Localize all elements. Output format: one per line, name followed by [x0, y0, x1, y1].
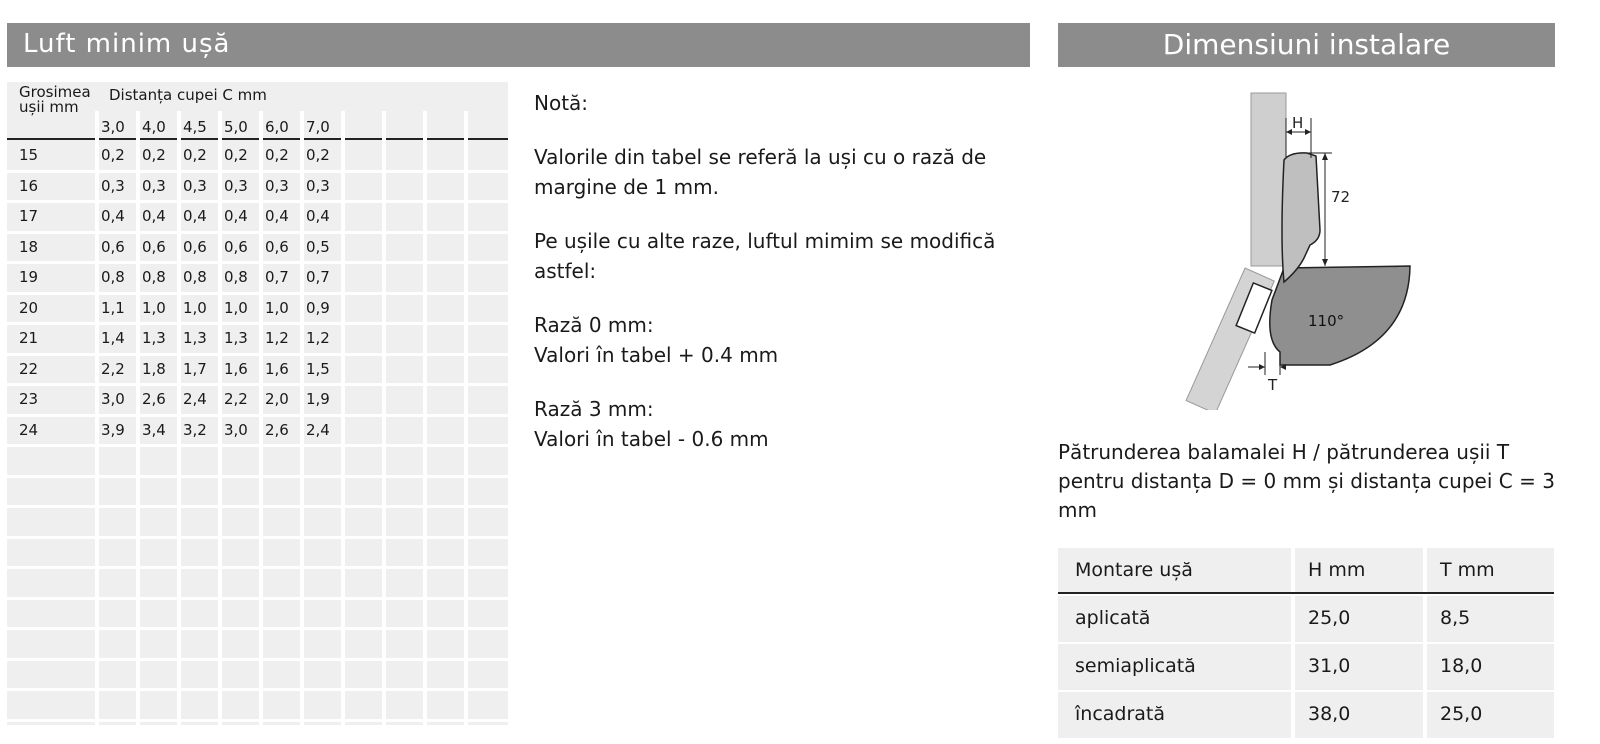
row-thickness: 21: [19, 329, 39, 347]
grid-column-divider: [464, 111, 468, 725]
install-table-header-row: [1058, 548, 1554, 594]
gap-value-cell: 1,4: [101, 329, 125, 347]
install-column-divider: [1291, 692, 1295, 738]
gap-value-cell: 3,0: [224, 420, 248, 439]
gap-value-cell: 3,4: [142, 420, 166, 439]
grid-column-divider: [177, 111, 181, 725]
gap-value-cell: 0,3: [101, 176, 125, 195]
grid-row-divider: [7, 597, 508, 600]
notes-radius-3: [534, 394, 1034, 454]
gap-value-cell: 1,0: [224, 298, 248, 317]
grid-row-divider: [7, 170, 508, 173]
install-column-divider: [1423, 692, 1427, 738]
gap-value-cell: 1,0: [265, 298, 289, 317]
gap-value-cell: 0,8: [183, 268, 207, 286]
row-thickness: 17: [19, 207, 39, 225]
grid-row-divider: [7, 414, 508, 417]
install-column-header: H mm: [1308, 559, 1366, 581]
gap-value-cell: 0,3: [265, 176, 289, 195]
grid-row-divider: [7, 475, 508, 478]
dimension-cell: 31,0: [1308, 655, 1351, 677]
gap-value-cell: 0,4: [142, 207, 166, 225]
column-header: 6,0: [265, 118, 289, 136]
gap-section-title: Luft minim ușă: [23, 29, 231, 59]
radius-0-value: Valori în tabel + 0.4 mm: [534, 343, 779, 367]
gap-value-cell: 0,6: [224, 237, 248, 256]
notes-block: [534, 88, 1034, 478]
grid-row-divider: [7, 536, 508, 539]
column-header: 5,0: [224, 118, 248, 136]
notes-paragraph-2: Pe ușile cu alte raze, luftul mimim se modifică astfel:: [534, 229, 996, 283]
diagram-caption: Pătrunderea balamalei H / pătrunderea ușii T pentru distanța D = 0 mm și distanța cupei C = 3 mm: [1058, 440, 1555, 522]
dimension-cell: 18,0: [1440, 655, 1483, 677]
gap-value-cell: 0,4: [224, 207, 248, 225]
gap-value-cell: 0,4: [306, 207, 330, 225]
grid-column-divider: [423, 111, 427, 725]
dimension-cell: 38,0: [1308, 703, 1351, 725]
install-table-row: [1058, 644, 1554, 690]
gap-value-cell: 2,2: [101, 359, 125, 378]
gap-value-cell: 1,3: [142, 329, 166, 347]
gap-value-cell: 3,0: [101, 390, 125, 408]
gap-value-cell: 1,0: [183, 298, 207, 317]
gap-value-cell: 2,0: [265, 390, 289, 408]
label-h: H: [1292, 114, 1304, 132]
install-table-row: [1058, 692, 1554, 738]
gap-value-cell: 0,7: [306, 268, 330, 286]
install-section-title: Dimensiuni instalare: [1162, 28, 1451, 61]
gap-value-cell: 0,8: [224, 268, 248, 286]
cabinet-side-panel: [1251, 93, 1286, 266]
notes-radius-0: [534, 310, 1034, 370]
gap-value-cell: 0,3: [142, 176, 166, 195]
gap-value-cell: 0,4: [265, 207, 289, 225]
radius-3-value: Valori în tabel - 0.6 mm: [534, 427, 769, 451]
row-thickness: 24: [19, 420, 39, 439]
install-table-row: [1058, 596, 1554, 642]
install-column-divider: [1291, 644, 1295, 690]
label-angle: 110°: [1308, 312, 1345, 330]
grid-column-divider: [341, 111, 345, 725]
grid-row-divider: [7, 292, 508, 295]
gap-value-cell: 0,7: [265, 268, 289, 286]
gap-value-cell: 2,2: [224, 390, 248, 408]
column-header: 3,0: [101, 118, 125, 136]
grid-row-divider: [7, 658, 508, 661]
grid-row-divider: [7, 322, 508, 325]
grid-row-divider: [7, 261, 508, 264]
grid-column-divider: [259, 111, 263, 725]
row-thickness: 19: [19, 268, 39, 286]
gap-value-cell: 2,4: [306, 420, 330, 439]
grid-row-divider: [7, 231, 508, 234]
gap-value-cell: 0,2: [183, 146, 207, 164]
gap-value-cell: 2,6: [142, 390, 166, 408]
gap-value-cell: 1,6: [224, 359, 248, 378]
row-thickness: 16: [19, 176, 39, 195]
grid-row-divider: [7, 444, 508, 447]
gap-value-cell: 0,6: [101, 237, 125, 256]
gap-value-cell: 0,2: [265, 146, 289, 164]
gap-value-cell: 1,6: [265, 359, 289, 378]
gap-value-cell: 0,8: [142, 268, 166, 286]
gap-value-cell: 0,2: [224, 146, 248, 164]
column-header: 7,0: [306, 118, 330, 136]
grid-row-divider: [7, 627, 508, 630]
row-thickness: 22: [19, 359, 39, 378]
gap-value-cell: 1,7: [183, 359, 207, 378]
gap-value-cell: 0,3: [306, 176, 330, 195]
gap-value-cell: 1,2: [306, 329, 330, 347]
column-header: 4,0: [142, 118, 166, 136]
gap-value-cell: 0,8: [101, 268, 125, 286]
gap-value-cell: 2,4: [183, 390, 207, 408]
install-section-header: [1058, 23, 1555, 67]
gap-value-cell: 0,4: [101, 207, 125, 225]
row-thickness: 18: [19, 237, 39, 256]
row-thickness: 23: [19, 390, 39, 408]
distance-header: Distanța cupei C mm: [109, 86, 267, 104]
grid-column-divider: [382, 111, 386, 725]
grid-row-divider: [7, 688, 508, 691]
hinge-arm: [1282, 153, 1320, 282]
grid-column-divider: [95, 111, 99, 725]
notes-paragraph-1: Valorile din tabel se referă la uși cu o rază de margine de 1 mm.: [534, 145, 987, 199]
gap-value-cell: 0,3: [183, 176, 207, 195]
grid-column-divider: [218, 111, 222, 725]
grid-row-divider: [7, 719, 508, 722]
notes-title: Notă:: [534, 91, 589, 115]
install-column-divider: [1423, 596, 1427, 642]
gap-value-cell: 1,0: [142, 298, 166, 317]
mounting-type-cell: încadrată: [1075, 703, 1166, 725]
radius-3-label: Rază 3 mm:: [534, 397, 654, 421]
install-column-divider: [1291, 596, 1295, 642]
dimension-cell: 25,0: [1308, 607, 1351, 629]
gap-value-cell: 1,3: [224, 329, 248, 347]
gap-table: [7, 82, 508, 725]
grid-row-divider: [7, 566, 508, 569]
gap-value-cell: 1,5: [306, 359, 330, 378]
gap-value-cell: 0,2: [142, 146, 166, 164]
grid-column-divider: [136, 111, 140, 725]
install-column-header: Montare ușă: [1075, 559, 1193, 581]
grid-row-divider: [7, 383, 508, 386]
gap-value-cell: 0,5: [306, 237, 330, 256]
install-table: [1058, 548, 1554, 740]
grid-column-divider: [300, 111, 304, 725]
gap-value-cell: 0,6: [142, 237, 166, 256]
gap-value-cell: 0,2: [101, 146, 125, 164]
gap-value-cell: 1,8: [142, 359, 166, 378]
gap-value-cell: 3,9: [101, 420, 125, 439]
grid-row-divider: [7, 353, 508, 356]
gap-value-cell: 0,9: [306, 298, 330, 317]
gap-value-cell: 0,3: [224, 176, 248, 195]
header-rule: [7, 138, 508, 140]
gap-value-cell: 1,3: [183, 329, 207, 347]
dimension-cell: 8,5: [1440, 607, 1471, 629]
label-t: T: [1268, 376, 1278, 394]
install-column-divider: [1423, 548, 1427, 592]
install-column-divider: [1423, 644, 1427, 690]
gap-value-cell: 1,1: [101, 298, 125, 317]
gap-value-cell: 0,4: [183, 207, 207, 225]
gap-value-cell: 0,2: [306, 146, 330, 164]
gap-value-cell: 3,2: [183, 420, 207, 439]
mounting-type-cell: semiaplicată: [1075, 655, 1196, 677]
label-72: 72: [1331, 188, 1351, 206]
grid-row-divider: [7, 200, 508, 203]
gap-value-cell: 0,6: [183, 237, 207, 256]
column-header: 4,5: [183, 118, 207, 136]
gap-value-cell: 0,6: [265, 237, 289, 256]
radius-0-label: Rază 0 mm:: [534, 313, 654, 337]
row-thickness: 15: [19, 146, 39, 164]
gap-value-cell: 1,9: [306, 390, 330, 408]
gap-value-cell: 2,6: [265, 420, 289, 439]
mounting-type-cell: aplicată: [1075, 607, 1151, 629]
install-column-divider: [1291, 548, 1295, 592]
row-thickness: 20: [19, 298, 39, 317]
thickness-header: Grosimea ușii mm: [19, 83, 91, 116]
hinge-diagram: [1180, 90, 1420, 410]
gap-value-cell: 1,2: [265, 329, 289, 347]
dimension-cell: 25,0: [1440, 703, 1483, 725]
grid-row-divider: [7, 505, 508, 508]
gap-section-header: [7, 23, 1030, 67]
install-column-header: T mm: [1440, 559, 1495, 581]
